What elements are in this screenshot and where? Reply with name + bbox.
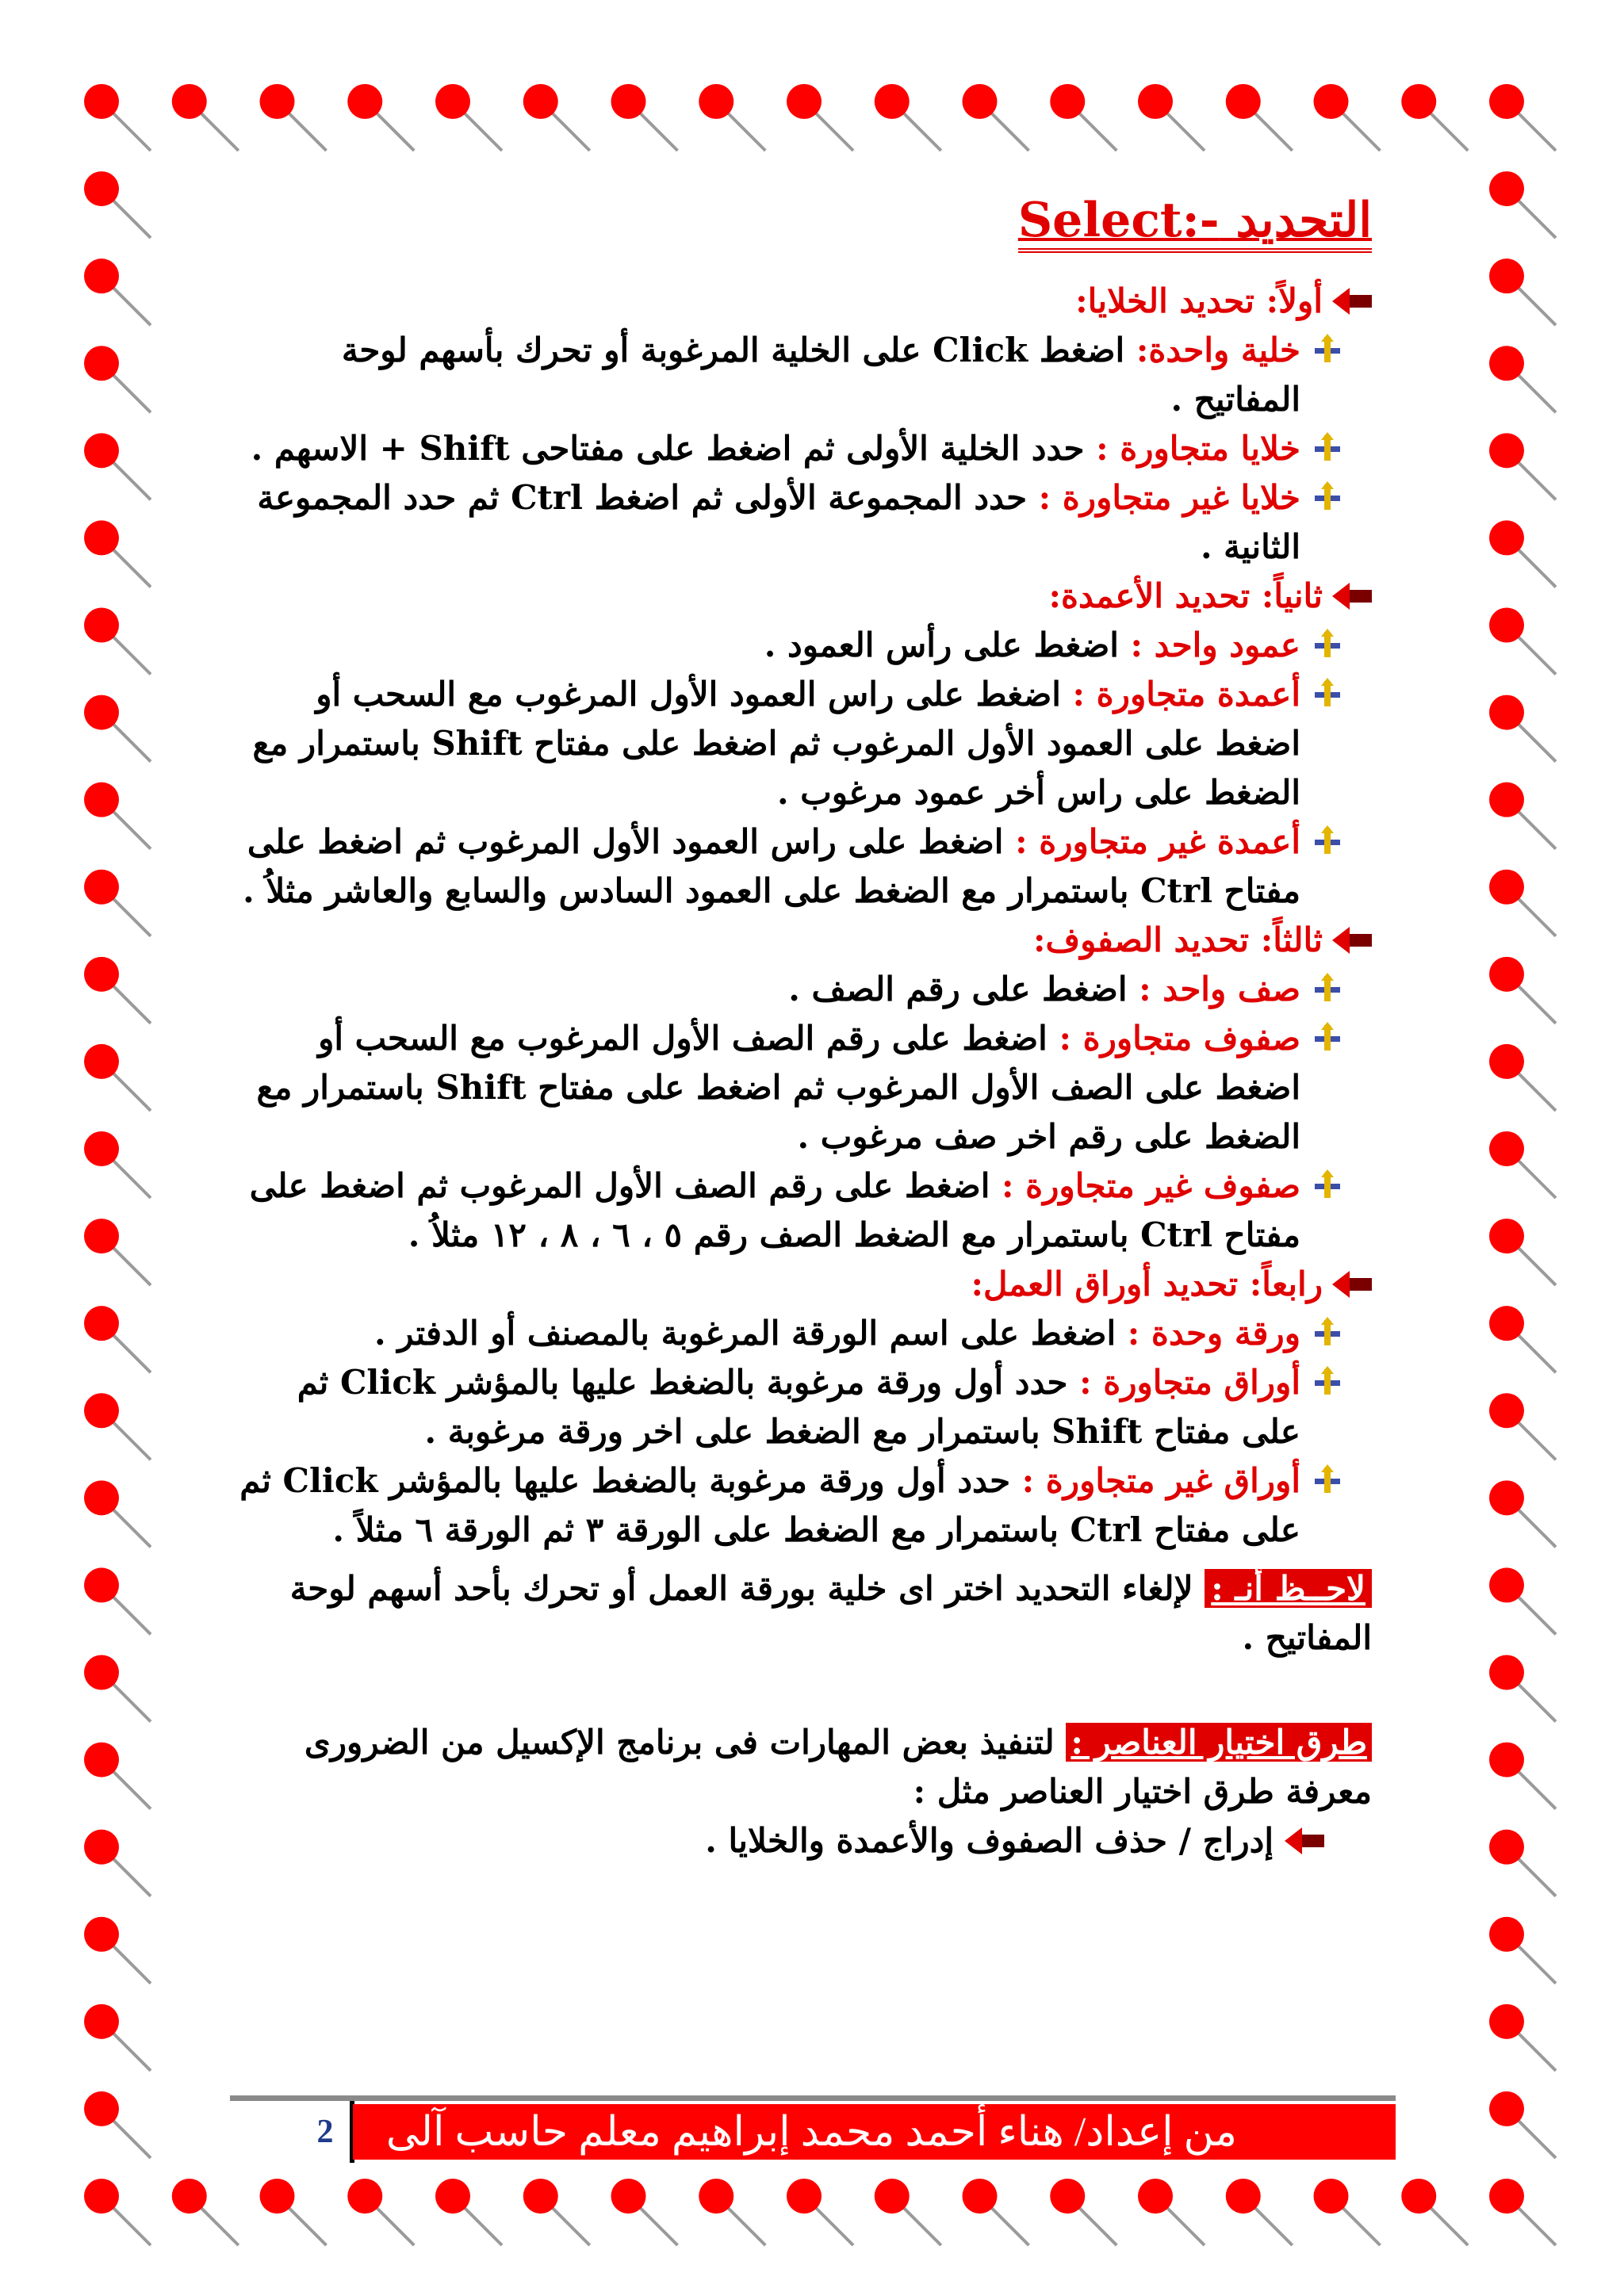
note-text: لإلغاء التحديد اختر اى خلية بورقة العمل أو تحرك بأحد أسهم لوحة المفاتيح . [289, 1569, 1372, 1657]
section-heading [238, 277, 1372, 326]
plus-arrow-bullet-icon [1312, 678, 1343, 710]
arrow-bullet-icon [1332, 583, 1372, 610]
title-arabic: التحديد [1235, 193, 1372, 248]
footer-author-text: من إعداد/ هناء أحمد محمد إبراهيم معلم حاسب آلى [385, 2110, 1237, 2155]
list-item-text [238, 965, 1300, 1014]
list-item [238, 621, 1343, 670]
list-item-description: اضغط على رقم الصف . [788, 970, 1139, 1008]
border-dot-shadow [113, 1073, 151, 1111]
border-dot-shadow [1518, 461, 1556, 499]
plus-arrow-bullet-icon [1312, 1464, 1343, 1496]
section-heading-text: أولاً: تحديد الخلايا: [1075, 281, 1323, 320]
list-item-text [238, 1456, 1300, 1555]
border-dot [1489, 1044, 1524, 1079]
list-item-text [238, 670, 1300, 817]
border-dot-shadow [113, 1596, 151, 1634]
border-dot-shadow [113, 1422, 151, 1460]
page-number: 2 [316, 2114, 334, 2150]
border-dot [260, 84, 295, 119]
border-dot-shadow [552, 113, 590, 151]
border-dot-shadow [113, 200, 151, 238]
sections-container [238, 277, 1372, 1555]
list-item-text [238, 326, 1300, 424]
border-dot [84, 870, 119, 905]
border-dot-shadow [113, 1334, 151, 1372]
border-dot-shadow [113, 549, 151, 587]
border-dot [84, 258, 119, 293]
plus-arrow-bullet-icon [1312, 432, 1343, 464]
list-item-text [238, 1309, 1300, 1358]
border-dot [84, 520, 119, 555]
border-dot-shadow [991, 113, 1029, 151]
border-dot-shadow [1518, 200, 1556, 238]
plus-arrow-bullet-icon [1312, 1022, 1343, 1054]
border-dot [1489, 84, 1524, 119]
border-dot-shadow [113, 2033, 151, 2071]
border-dot-shadow [113, 1160, 151, 1198]
plus-arrow-bullet-icon [1312, 973, 1343, 1004]
list-item-text [238, 424, 1300, 473]
border-dot-shadow [991, 2207, 1029, 2245]
plus-arrow-bullet-icon [1312, 1366, 1343, 1398]
border-dot [875, 2179, 910, 2214]
ways-text: لتنفيذ بعض المهارات فى برنامج الإكسيل من الضرورى معرفة طرق اختيار العناصر مثل : [304, 1723, 1372, 1811]
ways-label: طرق اختيار العناصر : [1066, 1723, 1372, 1762]
border-dot [84, 1743, 119, 1777]
border-dot [1489, 1917, 1524, 1952]
border-dot [84, 1830, 119, 1865]
border-dot-shadow [1518, 2120, 1556, 2158]
title-latin: Select:- [1017, 193, 1220, 248]
list-item [238, 817, 1343, 916]
arrow-bullet-icon [1332, 1271, 1372, 1298]
border-dot-shadow [113, 2120, 151, 2158]
note-label: لاحــظ أنـ : [1205, 1569, 1372, 1608]
list-item-description: اضغط على رقم الصف الأول المرغوب ثم اضغط على مفتاح Ctrl باستمرار مع الضغط الصف رقم ٥ ، ٦ ، ٨ ، ١٢ مثلاُ . [249, 1166, 1300, 1254]
border-dot-shadow [113, 724, 151, 762]
section-4 [238, 1260, 1372, 1555]
list-item-description: حدد المجموعة الأولى ثم اضغط Ctrl ثم حدد المجموعة الثانية . [257, 478, 1300, 566]
border-dot [1489, 2091, 1524, 2126]
border-dot [1489, 1480, 1524, 1515]
border-dot-shadow [113, 811, 151, 849]
border-dot [84, 2091, 119, 2126]
border-dot-shadow [289, 113, 327, 151]
border-dot [1489, 258, 1524, 293]
border-dot [1489, 1306, 1524, 1341]
border-dot [84, 1219, 119, 1253]
border-dot [435, 84, 470, 119]
list-item-description: حدد أول ورقة مرغوبة بالضغط عليها بالمؤشر Click ثم على مفتاح Ctrl باستمرار مع الضغط على الورقة ٣ ثم الورقة ٦ مثلاً . [239, 1461, 1300, 1549]
border-dot [1489, 1830, 1524, 1865]
border-dot [1489, 695, 1524, 730]
list-item-term: خلية واحدة: [1136, 331, 1300, 369]
list-item-description: اضغط على اسم الورقة المرغوبة بالمصنف أو الدفتر . [373, 1314, 1128, 1353]
border-dot [1489, 1655, 1524, 1690]
border-dot [84, 2004, 119, 2039]
list-item-term: خلايا متجاورة : [1096, 429, 1300, 468]
border-dot [84, 171, 119, 206]
border-dot-shadow [1518, 1334, 1556, 1372]
border-dot [84, 1480, 119, 1515]
list-item [238, 1161, 1343, 1260]
list-item-description: اضغط على راس العمود الأول المرغوب مع السحب أو اضغط على العمود الأول المرغوب ثم اضغط على مفتاح Shift باستمرار مع الضغط على راس أخر عمود مرغوب . [252, 675, 1300, 812]
border-dot [611, 2179, 646, 2214]
border-dot [1138, 84, 1173, 119]
border-dot-shadow [640, 2207, 678, 2245]
section-2 [238, 572, 1372, 916]
border-dot-shadow [815, 113, 853, 151]
plus-arrow-bullet-icon [1312, 334, 1343, 365]
border-dot-shadow [113, 898, 151, 936]
list-item-text [238, 1358, 1300, 1456]
border-dot-shadow [1518, 1422, 1556, 1460]
border-dot-shadow [113, 374, 151, 412]
border-dot-shadow [1166, 2207, 1205, 2245]
border-dot [84, 1655, 119, 1690]
border-dot [1489, 783, 1524, 817]
list-item-description: حدد الخلية الأولى ثم اضغط على مفتاحى Shift + الاسهم . [251, 429, 1097, 468]
border-dot-shadow [1518, 898, 1556, 936]
list-item-text [238, 473, 1300, 572]
list-item-term: أوراق متجاورة : [1079, 1363, 1300, 1402]
border-dot-shadow [113, 1771, 151, 1809]
plus-arrow-bullet-icon [1312, 1169, 1343, 1201]
border-dot [84, 957, 119, 992]
border-dot-shadow [464, 113, 502, 151]
list-item-term: خلايا غير متجاورة : [1038, 478, 1300, 517]
border-dot-shadow [1518, 1771, 1556, 1809]
border-dot [84, 433, 119, 468]
list-item-term: ورقة وحدة : [1127, 1314, 1300, 1353]
border-dot-shadow [1518, 2207, 1556, 2245]
list-item-term: عمود واحد : [1130, 626, 1300, 664]
list-item-text [238, 1014, 1300, 1161]
border-dot [1138, 2179, 1173, 2214]
border-dot [84, 1044, 119, 1079]
list-item-text [238, 621, 1300, 670]
list-item-description: اضغط على راس العمود الأول المرغوب ثم اضغط على مفتاح Ctrl باستمرار مع الضغط على العمود السادس والسابع والعاشر مثلاُ . [243, 822, 1300, 910]
arrow-bullet-icon [1332, 288, 1372, 315]
border-dot-shadow [113, 1684, 151, 1722]
list-item [238, 1014, 1343, 1161]
ways-list-item [238, 1816, 1324, 1866]
section-heading [238, 1260, 1372, 1309]
border-dot [347, 2179, 382, 2214]
border-dot [1226, 84, 1261, 119]
footer-divider [230, 2095, 1396, 2101]
border-dot [523, 84, 558, 119]
section-heading-text: ثانياً: تحديد الأعمدة: [1048, 576, 1323, 615]
border-dot [1489, 520, 1524, 555]
border-dot [172, 84, 207, 119]
border-dot [1489, 171, 1524, 206]
border-dot [84, 1393, 119, 1428]
border-dot-shadow [1518, 1509, 1556, 1547]
border-dot-shadow [376, 113, 414, 151]
border-dot [84, 783, 119, 817]
section-heading [238, 572, 1372, 621]
border-dot [963, 84, 998, 119]
border-dot-shadow [1342, 113, 1381, 151]
list-item-term: أعمدة متجاورة : [1072, 675, 1300, 714]
border-dot [1489, 2179, 1524, 2214]
border-dot [84, 608, 119, 643]
border-dot-shadow [1078, 2207, 1116, 2245]
border-dot [1489, 1743, 1524, 1777]
border-dot-shadow [1518, 1858, 1556, 1896]
list-item [238, 424, 1343, 473]
list-item [238, 1358, 1343, 1456]
list-item [238, 965, 1343, 1014]
border-dot-shadow [640, 113, 678, 151]
border-dot-shadow [1518, 811, 1556, 849]
border-dot-shadow [113, 637, 151, 675]
border-dot-shadow [1518, 1946, 1556, 1984]
border-dot [84, 1131, 119, 1166]
border-dot-shadow [1166, 113, 1205, 151]
border-dot [1489, 433, 1524, 468]
list-item [238, 670, 1343, 817]
page-title [1018, 194, 1372, 253]
border-dot [1489, 870, 1524, 905]
border-dot [611, 84, 646, 119]
list-item [238, 1309, 1343, 1358]
border-dot [1314, 84, 1349, 119]
list-item-term: صفوف غير متجاورة : [1002, 1166, 1300, 1205]
list-item-description: اضغط Click على الخلية المرغوبة أو تحرك بأسهم لوحة المفاتيح . [341, 331, 1300, 419]
border-dot-shadow [727, 113, 765, 151]
list-item-term: صفوف متجاورة : [1059, 1019, 1300, 1058]
border-dot-shadow [1518, 113, 1556, 151]
page-content [238, 194, 1372, 2097]
plus-arrow-bullet-icon [1312, 1317, 1343, 1349]
border-dot [84, 1917, 119, 1952]
border-dot-shadow [815, 2207, 853, 2245]
border-dot [1489, 2004, 1524, 2039]
border-dot-shadow [1518, 1160, 1556, 1198]
border-dot-shadow [113, 461, 151, 499]
border-dot-shadow [1518, 985, 1556, 1024]
border-dot-shadow [113, 287, 151, 325]
border-dot [84, 346, 119, 381]
border-dot-shadow [201, 2207, 239, 2245]
plus-arrow-bullet-icon [1312, 629, 1343, 660]
border-dot [1489, 1393, 1524, 1428]
border-dot-shadow [1342, 2207, 1381, 2245]
border-dot [699, 2179, 733, 2214]
border-dot [84, 1567, 119, 1602]
border-dot [1401, 2179, 1436, 2214]
border-dot-shadow [201, 113, 239, 151]
border-dot-shadow [1518, 287, 1556, 325]
list-item-term: أعمدة غير متجاورة : [1015, 822, 1300, 861]
ways-paragraph [238, 1718, 1372, 1816]
border-dot [1489, 608, 1524, 643]
border-dot [172, 2179, 207, 2214]
border-dot-shadow [113, 2207, 151, 2245]
border-dot-shadow [113, 1858, 151, 1896]
border-dot-shadow [289, 2207, 327, 2245]
list-item-description: اضغط على رأس العمود . [764, 626, 1131, 664]
border-dot-shadow [1518, 374, 1556, 412]
border-dot-shadow [552, 2207, 590, 2245]
border-dot-shadow [1078, 113, 1116, 151]
border-dot [1489, 1219, 1524, 1253]
section-heading-text: رابعاً: تحديد أوراق العمل: [971, 1265, 1323, 1303]
arrow-bullet-icon [1332, 927, 1372, 954]
border-dot-shadow [1518, 1073, 1556, 1111]
border-dot [1489, 1131, 1524, 1166]
note-paragraph [238, 1564, 1372, 1663]
border-dot-shadow [1430, 113, 1468, 151]
border-dot-shadow [1518, 1247, 1556, 1285]
list-item [238, 1456, 1343, 1555]
border-dot [1314, 2179, 1349, 2214]
section-heading [238, 916, 1372, 965]
border-dot-shadow [1430, 2207, 1468, 2245]
border-dot-shadow [903, 113, 941, 151]
border-dot-shadow [1518, 2033, 1556, 2071]
border-dot-shadow [1254, 113, 1293, 151]
section-3 [238, 916, 1372, 1260]
border-dot-shadow [1518, 549, 1556, 587]
arrow-bullet-icon [1285, 1827, 1324, 1854]
border-dot-shadow [113, 985, 151, 1024]
border-dot [1489, 957, 1524, 992]
list-item [238, 326, 1343, 424]
border-dot-shadow [1518, 724, 1556, 762]
plus-arrow-bullet-icon [1312, 825, 1343, 857]
border-dot-shadow [113, 1247, 151, 1285]
border-dot [787, 84, 822, 119]
list-item [238, 473, 1343, 572]
border-dot-shadow [1518, 637, 1556, 675]
ways-item-text: إدراج / حذف الصفوف والأعمدة والخلايا . [705, 1821, 1274, 1860]
list-item-description: حدد أول ورقة مرغوبة بالضغط عليها بالمؤشر Click ثم على مفتاح Shift باستمرار مع الضغط على اخر ورقة مرغوبة . [297, 1363, 1300, 1451]
border-dot-shadow [464, 2207, 502, 2245]
border-dot [1050, 84, 1085, 119]
list-item-text [238, 1161, 1300, 1260]
section-1 [238, 277, 1372, 572]
border-dot [435, 2179, 470, 2214]
plus-arrow-bullet-icon [1312, 481, 1343, 513]
border-dot [84, 2179, 119, 2214]
border-dot [84, 695, 119, 730]
border-dot-shadow [113, 1946, 151, 1984]
border-dot [84, 84, 119, 119]
border-dot-shadow [113, 113, 151, 151]
border-dot [787, 2179, 822, 2214]
section-heading-text: ثالثاً: تحديد الصفوف: [1033, 920, 1323, 959]
border-dot [347, 84, 382, 119]
list-item-text [238, 817, 1300, 916]
border-dot-shadow [376, 2207, 414, 2245]
border-dot [875, 84, 910, 119]
border-dot-shadow [727, 2207, 765, 2245]
border-dot [1226, 2179, 1261, 2214]
border-dot [963, 2179, 998, 2214]
list-item-description: اضغط على رقم الصف الأول المرغوب مع السحب أو اضغط على الصف الأول المرغوب ثم اضغط على مفتاح Shift باستمرار مع الضغط على رقم اخر صف مرغوب . [256, 1019, 1300, 1156]
border-dot [523, 2179, 558, 2214]
border-dot [260, 2179, 295, 2214]
border-dot-shadow [1254, 2207, 1293, 2245]
border-dot [1401, 84, 1436, 119]
border-dot [1050, 2179, 1085, 2214]
border-dot-shadow [113, 1509, 151, 1547]
border-dot [699, 84, 733, 119]
border-dot-shadow [1518, 1596, 1556, 1634]
border-dot-shadow [903, 2207, 941, 2245]
list-item-term: صف واحد : [1139, 970, 1300, 1008]
list-item-term: أوراق غير متجاورة : [1021, 1461, 1300, 1500]
border-dot [1489, 1567, 1524, 1602]
border-dot [84, 1306, 119, 1341]
border-dot [1489, 346, 1524, 381]
footer-bar [353, 2104, 1396, 2160]
border-dot-shadow [1518, 1684, 1556, 1722]
